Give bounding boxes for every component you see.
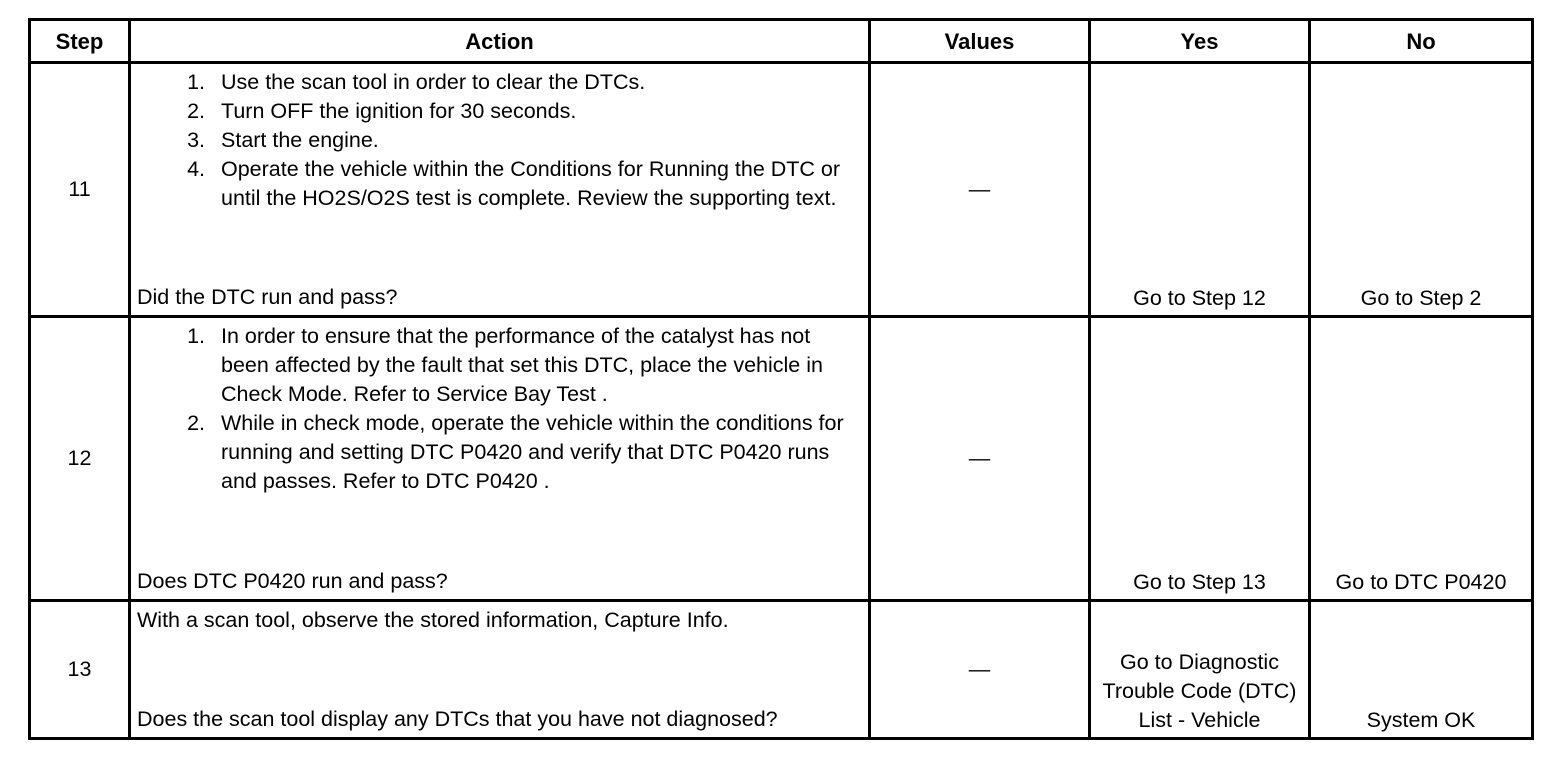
step-number: 11 bbox=[30, 63, 130, 317]
action-step-text: In order to ensure that the performance of the catalyst has not been affected by the fault that set this DTC, place the vehicle in Check Mode. Refer to Service Bay Test . bbox=[221, 324, 823, 406]
action-step-text: Use the scan tool in order to clear the DTCs. bbox=[221, 70, 646, 94]
header-yes: Yes bbox=[1090, 20, 1310, 63]
yes-link[interactable]: Go to Step 13 bbox=[1133, 570, 1266, 594]
table-row-step-12 bbox=[30, 317, 1533, 601]
action-step-number: 2. bbox=[187, 411, 205, 435]
action-step bbox=[137, 409, 862, 496]
yes-cell bbox=[1090, 317, 1310, 601]
header-no: No bbox=[1310, 20, 1533, 63]
action-step-text: While in check mode, operate the vehicle within the conditions for running and setting DTC P0420 and verify that DTC P0420 runs and passes. Refer to DTC P0420 . bbox=[221, 411, 844, 493]
no-cell bbox=[1310, 601, 1533, 739]
header-row bbox=[30, 20, 1533, 63]
action-step bbox=[137, 126, 862, 155]
action-step bbox=[137, 97, 862, 126]
action-question: Did the DTC run and pass? bbox=[137, 285, 398, 309]
values-cell: — bbox=[870, 63, 1090, 317]
no-link[interactable]: System OK bbox=[1366, 708, 1476, 732]
no-link[interactable]: Go to Step 2 bbox=[1360, 286, 1482, 310]
action-cell bbox=[130, 63, 870, 317]
values-cell: — bbox=[870, 601, 1090, 739]
step-number: 13 bbox=[30, 601, 130, 739]
yes-link[interactable]: Go to Diagnostic Trouble Code (DTC) List - Vehicle bbox=[1102, 650, 1297, 732]
action-steps bbox=[137, 68, 862, 213]
action-cell bbox=[130, 601, 870, 739]
values-cell: — bbox=[870, 317, 1090, 601]
yes-cell bbox=[1090, 63, 1310, 317]
step-number: 12 bbox=[30, 317, 130, 601]
no-link[interactable]: Go to DTC P0420 bbox=[1335, 570, 1507, 594]
action-step bbox=[137, 155, 862, 213]
action-step-number: 2. bbox=[187, 99, 205, 123]
action-step bbox=[137, 322, 862, 409]
no-cell bbox=[1310, 63, 1533, 317]
action-step-number: 3. bbox=[187, 128, 205, 152]
action-step bbox=[137, 68, 862, 97]
action-steps bbox=[137, 322, 862, 496]
action-step-text: Start the engine. bbox=[221, 128, 379, 152]
yes-cell bbox=[1090, 601, 1310, 739]
no-cell bbox=[1310, 317, 1533, 601]
action-cell bbox=[130, 317, 870, 601]
diagnostic-table bbox=[28, 18, 1534, 740]
action-step-text: Operate the vehicle within the Conditions for Running the DTC or until the HO2S/O2S test is complete. Review the supporting text. bbox=[221, 157, 841, 210]
table-row-step-13 bbox=[30, 601, 1533, 739]
action-intro: With a scan tool, observe the stored information, Capture Info. bbox=[137, 608, 729, 632]
action-question: Does the scan tool display any DTCs that you have not diagnosed? bbox=[137, 707, 778, 731]
table-row-step-11 bbox=[30, 63, 1533, 317]
action-step-number: 4. bbox=[187, 157, 205, 181]
yes-link[interactable]: Go to Step 12 bbox=[1133, 286, 1266, 310]
action-step-text: Turn OFF the ignition for 30 seconds. bbox=[221, 99, 577, 123]
action-step-number: 1. bbox=[187, 324, 205, 348]
action-step-number: 1. bbox=[187, 70, 205, 94]
header-values: Values bbox=[870, 20, 1090, 63]
header-step: Step bbox=[30, 20, 130, 63]
action-question: Does DTC P0420 run and pass? bbox=[137, 569, 448, 593]
header-action: Action bbox=[130, 20, 870, 63]
